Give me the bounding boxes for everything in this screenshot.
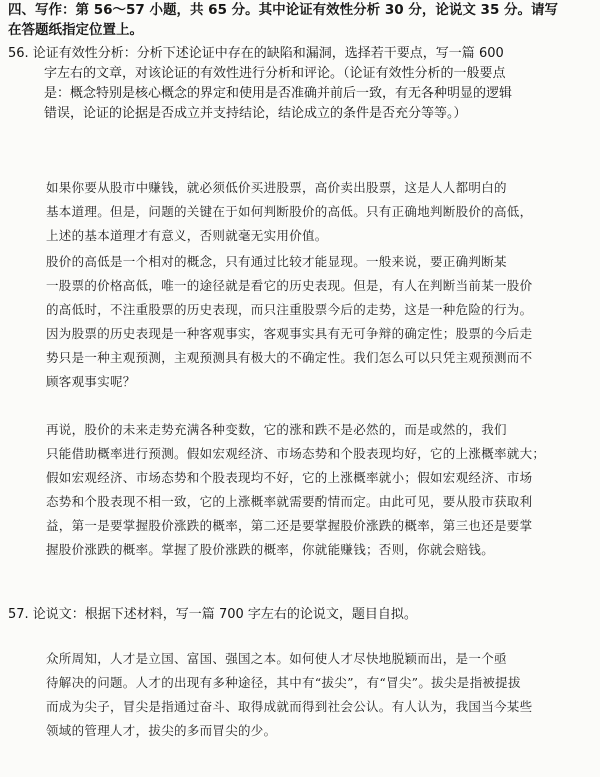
question-56-prompt: [8, 44, 588, 124]
passage-line: 众所周知，人才是立国、富国、强国之本。如何使人才尽快地脱颖而出，是一个亟: [46, 651, 507, 666]
question-56-passage-paragraph-1: [46, 176, 580, 248]
passage-line: 待解决的问题。人才的出现有多种途径，其中有“拔尖”，有“冒尖”。拔尖是指被提拔: [46, 675, 521, 690]
passage-line: 势只是一种主观预测，主观预测具有极大的不确定性。我们怎么可以只凭主观预测而不: [46, 350, 533, 365]
passage-line: 只能借助概率进行预测。假如宏观经济、市场态势和个股表现均好，它的上涨概率就大；: [46, 446, 546, 461]
passage-line: 假如宏观经济、市场态势和个股表现均不好，它的上涨概率就小；假如宏观经济、市场: [46, 470, 533, 485]
passage-line: 因为股票的历史表现是一种客观事实，客观事实具有无可争辩的确定性；股票的今后走: [46, 326, 533, 341]
section-header: [8, 0, 588, 40]
passage-line: 股价的高低是一个相对的概念，只有通过比较才能显现。一般来说，要正确判断某: [46, 254, 507, 269]
passage-line: 基本道理。但是，问题的关键在于如何判断股价的高低。只有正确地判断股价的高低，: [46, 204, 533, 219]
passage-line: 如果你要从股市中赚钱，就必须低价买进股票，高价卖出股票，这是人人都明白的: [46, 180, 507, 195]
passage-line: 的高低时，不注重股票的历史表现，而只注重股票今后的走势，这是一种危险的行为。: [46, 302, 533, 317]
passage-line: 态势和个股表现不相一致，它的上涨概率就需要酌情而定。由此可见，要从股市获取利: [46, 494, 533, 509]
passage-line: 益，第一是要掌握股价涨跌的概率，第二还是要掌握股价涨跌的概率，第三也还是要掌: [46, 518, 533, 533]
passage-line: 上述的基本道理才有意义，否则就毫无实用价值。: [46, 228, 328, 243]
question-56-passage-paragraph-3: [46, 418, 580, 562]
passage-line: 顾客观事实呢？: [46, 374, 136, 389]
passage-line: 而成为尖子，冒尖是指通过奋斗、取得成就而得到社会公认。有人认为，我国当今某些: [46, 699, 533, 714]
section-header-line: 在答题纸指定位置上。: [8, 22, 143, 38]
passage-line: 握股价涨跌的概率。掌握了股价涨跌的概率，你就能赚钱；否则，你就会赔钱。: [46, 542, 495, 557]
section-header-line: 四、写作：第 56～57 小题，共 65 分。其中论证有效性分析 30 分，论说文 35 分。请写: [8, 2, 559, 18]
question-56-line: 字左右的文章，对该论证的有效性进行分析和评论。（论证有效性分析的一般要点: [44, 66, 506, 81]
question-57-prompt: [8, 605, 588, 625]
question-57-passage: [46, 647, 580, 743]
question-56-line: 错误，论证的论据是否成立并支持结论，结论成立的条件是否充分等等。）: [44, 106, 467, 121]
question-56-line: 是：概念特别是核心概念的界定和使用是否准确并前后一致，有无各种明显的逻辑: [44, 86, 513, 101]
question-56-line: 56. 论证有效性分析：分析下述论证中存在的缺陷和漏洞，选择若干要点，写一篇 600: [8, 46, 504, 61]
question-56-passage-paragraph-2: [46, 250, 580, 394]
passage-line: 再说，股价的未来走势充满各种变数，它的涨和跌不是必然的，而是或然的，我们: [46, 422, 507, 437]
passage-line: 领域的管理人才，拔尖的多而冒尖的少。: [46, 723, 277, 738]
passage-line: 一股票的价格高低，唯一的途径就是看它的历史表现。但是，有人在判断当前某一股价: [46, 278, 533, 293]
question-57-line: 57. 论说文：根据下述材料，写一篇 700 字左右的论说文，题目自拟。: [8, 607, 417, 622]
